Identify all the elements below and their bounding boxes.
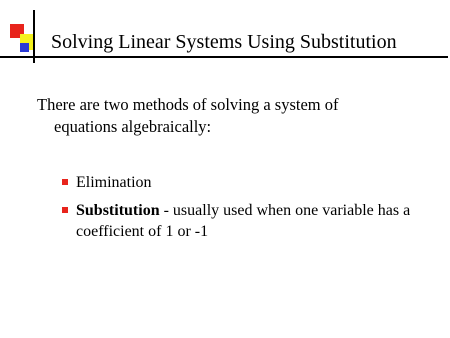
title-underline-rule bbox=[0, 56, 448, 58]
bullet-item-elimination bbox=[62, 172, 442, 193]
slide-title: Solving Linear Systems Using Substitution bbox=[51, 31, 397, 53]
bullet-item-substitution bbox=[62, 200, 442, 242]
blue-square-decoration bbox=[20, 43, 29, 52]
bullet-text: - usually used when one variable has a coefficient of 1 or -1 bbox=[76, 202, 411, 240]
bullet-list bbox=[62, 172, 442, 242]
square-bullet-icon bbox=[62, 207, 68, 213]
bullet-text: Elimination bbox=[76, 174, 152, 191]
intro-line-1: There are two methods of solving a system of bbox=[37, 95, 339, 114]
bullet-strong-text: Substitution bbox=[76, 202, 160, 219]
square-bullet-icon bbox=[62, 179, 68, 185]
intro-line-2: equations algebraically: bbox=[54, 117, 212, 136]
intro-paragraph bbox=[37, 94, 437, 138]
